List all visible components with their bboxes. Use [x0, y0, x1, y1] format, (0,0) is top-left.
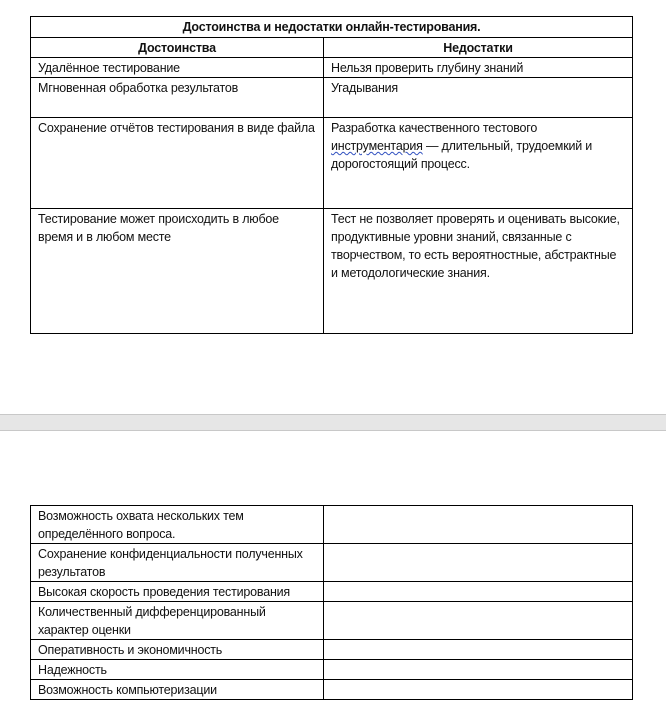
table-row: [31, 58, 633, 78]
cell-text: Разработка качественного тестового: [331, 121, 538, 135]
table-row: [31, 660, 633, 680]
table-row: [31, 640, 633, 660]
table-row: [31, 602, 633, 640]
header-disadvantages: Недостатки: [324, 38, 633, 58]
advantages-continuation-table: [30, 505, 633, 700]
table-row: [31, 209, 633, 334]
empty-cell[interactable]: [324, 660, 633, 680]
advantage-cell[interactable]: Оперативность и экономичность: [31, 640, 324, 660]
disadvantage-cell[interactable]: Тест не позволяет проверять и оценивать высокие, продуктивные уровни знаний, связанные с творчеством, то есть вероятностные, абстрактные и методологические знания.: [324, 209, 633, 334]
table-row: [31, 118, 633, 209]
table-row: [31, 506, 633, 544]
empty-cell[interactable]: [324, 506, 633, 544]
empty-cell[interactable]: [324, 544, 633, 582]
advantages-disadvantages-table: [30, 16, 633, 334]
disadvantage-cell[interactable]: [324, 118, 633, 209]
advantage-cell[interactable]: Сохранение отчётов тестирования в виде файла: [31, 118, 324, 209]
empty-cell[interactable]: [324, 640, 633, 660]
table-row: [31, 544, 633, 582]
advantage-cell[interactable]: Высокая скорость проведения тестирования: [31, 582, 324, 602]
advantage-cell[interactable]: Тестирование может происходить в любое время и в любом месте: [31, 209, 324, 334]
advantage-cell[interactable]: Возможность охвата нескольких тем определённого вопроса.: [31, 506, 324, 544]
empty-cell[interactable]: [324, 582, 633, 602]
header-advantages: Достоинства: [31, 38, 324, 58]
spellcheck-flagged-word[interactable]: инструментария: [331, 139, 423, 153]
advantage-cell[interactable]: Сохранение конфиденциальности полученных результатов: [31, 544, 324, 582]
table-row: [31, 680, 633, 700]
advantage-cell[interactable]: Мгновенная обработка результатов: [31, 78, 324, 118]
empty-cell[interactable]: [324, 602, 633, 640]
page-break: [0, 414, 666, 431]
disadvantage-cell[interactable]: Угадывания: [324, 78, 633, 118]
cell-text: — длительный, трудоемкий и дорогостоящий процесс.: [331, 139, 593, 171]
advantage-cell[interactable]: Надежность: [31, 660, 324, 680]
table-title: Достоинства и недостатки онлайн-тестирования.: [31, 17, 633, 38]
advantage-cell[interactable]: Возможность компьютеризации: [31, 680, 324, 700]
table-row: [31, 78, 633, 118]
advantage-cell[interactable]: Количественный дифференцированный характер оценки: [31, 602, 324, 640]
advantage-cell[interactable]: Удалённое тестирование: [31, 58, 324, 78]
table-row: [31, 582, 633, 602]
empty-cell[interactable]: [324, 680, 633, 700]
disadvantage-cell[interactable]: Нельзя проверить глубину знаний: [324, 58, 633, 78]
